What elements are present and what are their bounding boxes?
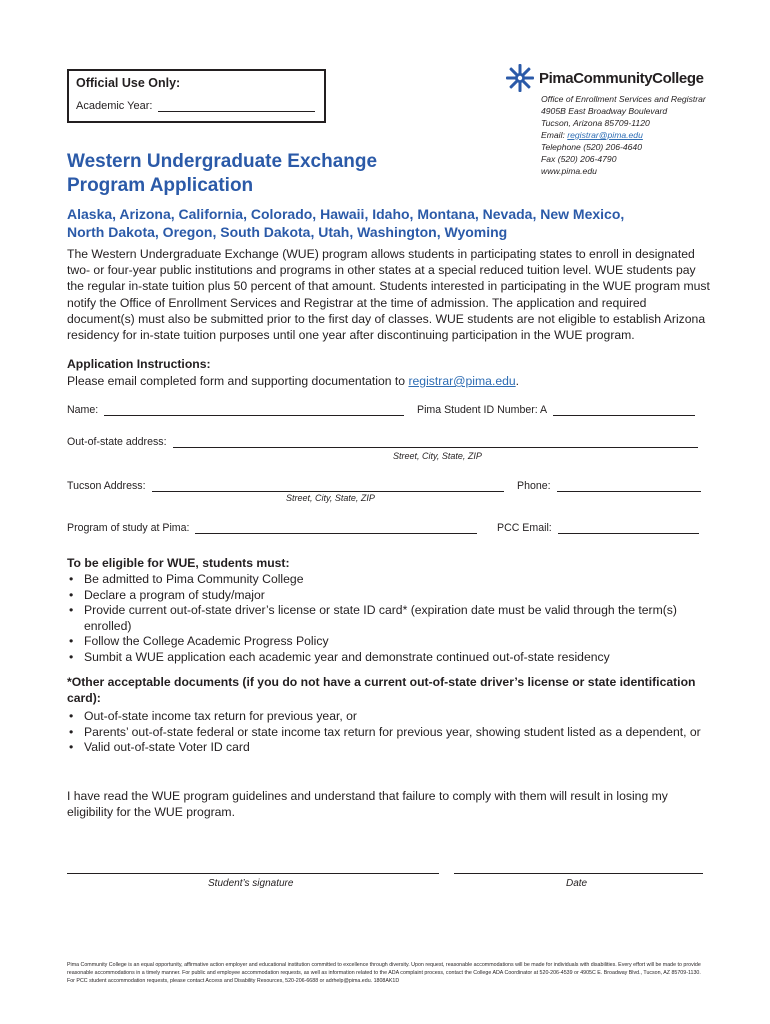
- college-address: [541, 93, 706, 177]
- instructions-title: Application Instructions:: [67, 357, 211, 371]
- phone-field[interactable]: [557, 480, 701, 492]
- phone-label: Phone:: [517, 480, 551, 492]
- list-item: • Valid out-of-state Voter ID card: [67, 740, 707, 756]
- student-id-label: Pima Student ID Number: A: [417, 404, 548, 416]
- tucson-address-field[interactable]: [152, 480, 504, 492]
- program-label: Program of study at Pima:: [67, 522, 190, 534]
- telephone: Telephone (520) 206-4640: [541, 142, 642, 152]
- list-item: • Provide current out-of-state driver’s license or state ID card* (expiration date must be valid through the term(s) enrolled): [67, 603, 707, 634]
- list-item: • Follow the College Academic Progress Policy: [67, 634, 707, 650]
- email-row: [541, 129, 706, 141]
- instructions-after: .: [515, 374, 520, 388]
- student-signature-label: Student’s signature: [208, 878, 294, 889]
- academic-year-row: [76, 100, 317, 112]
- out-of-state-label: Out-of-state address:: [67, 436, 167, 448]
- intro-paragraph: The Western Undergraduate Exchange (WUE) program allows students in participating states to enroll in designated two- or four-year public institutions and programs in other states at a special reduced tuition level. WUE students pay the regular in-state tuition plus 50 percent of that amount. Students interested in participating in the WUE program must notify the Office of Enrollment Services and Registrar at the time of admission. The application and required document(s) must also be submitted prior to the first day of classes. WUE students are not eligible to establish Arizona residency for in-state tuition purposes until one year after discontinuing participation in the WUE program.: [67, 247, 710, 343]
- states-line-2: North Dakota, Oregon, South Dakota, Utah, Washington, Wyoming: [67, 224, 508, 240]
- list-item: • Parents’ out-of-state federal or state income tax return for previous year, showing student listed as a dependent, or: [67, 725, 707, 741]
- student-id-field[interactable]: [553, 404, 695, 416]
- title-line-2: Program Application: [67, 175, 254, 196]
- pcc-email-label: PCC Email:: [497, 522, 552, 534]
- email-label: Email:: [541, 130, 568, 140]
- list-item: • Sumbit a WUE application each academic year and demonstrate continued out-of-state residency: [67, 650, 707, 666]
- city-address: Tucson, Arizona 85709-1120: [541, 118, 650, 128]
- participating-states: [67, 205, 707, 241]
- program-field[interactable]: [195, 522, 477, 534]
- website: www.pima.edu: [541, 166, 597, 176]
- fax: Fax (520) 206-4790: [541, 154, 617, 164]
- pcc-email-field[interactable]: [558, 522, 699, 534]
- instructions-text: [67, 374, 519, 388]
- other-docs-list: [67, 709, 707, 756]
- list-item: • Out-of-state income tax return for previous year, or: [67, 709, 707, 725]
- program-row: [67, 522, 477, 534]
- other-docs-title: *Other acceptable documents (if you do not have a current out-of-state driver’s license or state identification card):: [67, 675, 696, 705]
- list-item: • Declare a program of study/major: [67, 588, 707, 604]
- street-address: 4905B East Broadway Boulevard: [541, 106, 668, 116]
- name-label: Name:: [67, 404, 99, 416]
- pcc-email-row: [497, 522, 699, 534]
- date-label: Date: [566, 878, 588, 889]
- office-name: Office of Enrollment Services and Registrar: [541, 94, 706, 104]
- college-logo: [505, 63, 704, 93]
- footer-disclaimer: Pima Community College is an equal opportunity, affirmative action employer and educational institution committed to excellence through diversity. Upon request, reasonable accommodations will be made for individuals with disabilities. Every effort will be made to provide reasonable accommodations in a timely manner. For public and employee accommodation requests, as well as information related to the ADA complaint process, contact the College ADA Coordinator at 520-206-4539 or 4905C E. Broadway Blvd., Tucson, AZ 85709-1130. For PCC student accommodation requests, please contact Access and Disability Resources, 520-206-6688 or adrhelp@pima.edu. 1808AK1D: [67, 962, 701, 984]
- page-title: [67, 150, 447, 198]
- out-of-state-field[interactable]: [173, 436, 698, 448]
- eligibility-title: To be eligible for WUE, students must:: [67, 556, 290, 570]
- student-id-row: [417, 404, 695, 416]
- official-use-title: Official Use Only:: [76, 76, 181, 90]
- student-signature-field[interactable]: [67, 873, 439, 874]
- college-name: PimaCommunityCollege: [539, 69, 704, 87]
- instructions-before: Please email completed form and supporting documentation to: [67, 374, 409, 388]
- list-item: • Be admitted to Pima Community College: [67, 572, 707, 588]
- out-of-state-caption: Street, City, State, ZIP: [393, 451, 482, 461]
- instructions-email-link[interactable]: registrar@pima.edu: [408, 374, 516, 388]
- official-use-box: [67, 69, 326, 123]
- title-line-1: Western Undergraduate Exchange: [67, 151, 378, 172]
- states-line-1: Alaska, Arizona, California, Colorado, Hawaii, Idaho, Montana, Nevada, New Mexico,: [67, 206, 625, 222]
- college-logo-icon: [505, 63, 535, 93]
- tucson-address-row: [67, 480, 504, 492]
- phone-row: [517, 480, 701, 492]
- name-row: [67, 404, 404, 416]
- date-field[interactable]: [454, 873, 703, 874]
- registrar-email-link[interactable]: registrar@pima.edu: [567, 130, 643, 140]
- out-of-state-row: [67, 436, 698, 448]
- acknowledgement-text: I have read the WUE program guidelines and understand that failure to comply with them will result in losing my eligibility for the WUE program.: [67, 789, 668, 819]
- tucson-address-caption: Street, City, State, ZIP: [286, 493, 375, 503]
- academic-year-field[interactable]: [158, 101, 315, 112]
- eligibility-list: [67, 572, 707, 666]
- name-field[interactable]: [104, 404, 404, 416]
- tucson-address-label: Tucson Address:: [67, 480, 146, 492]
- academic-year-label: Academic Year:: [76, 100, 153, 112]
